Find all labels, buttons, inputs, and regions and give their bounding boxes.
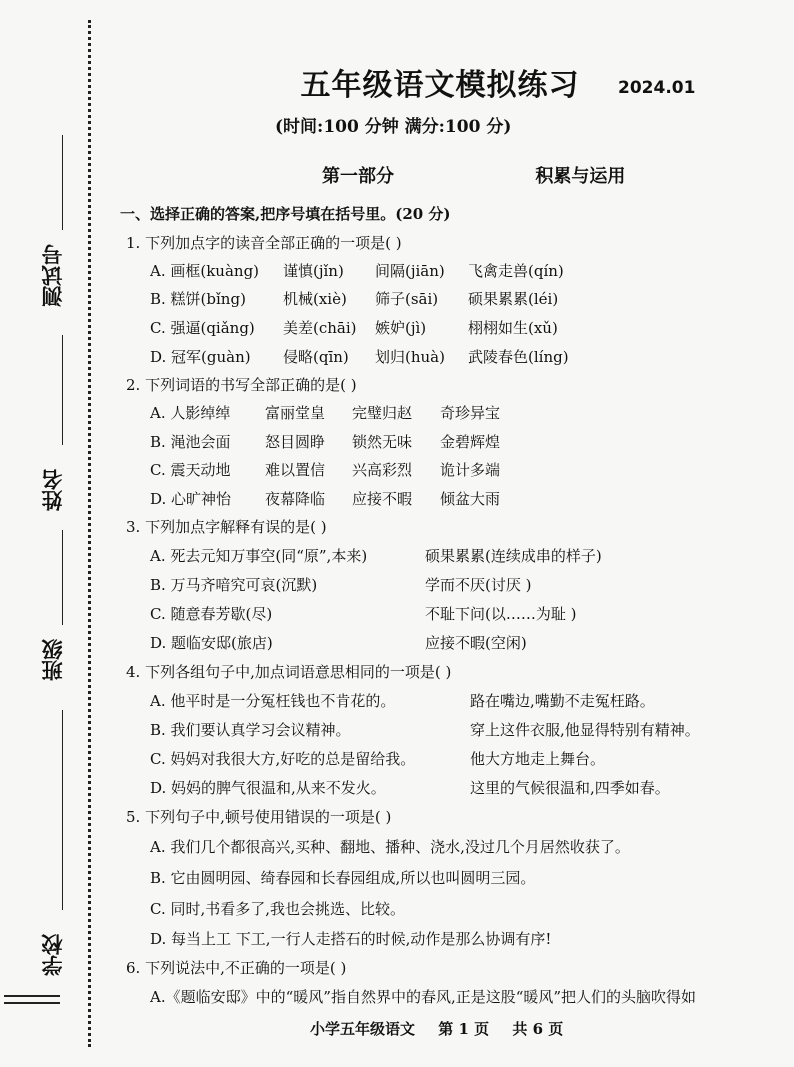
q2-option-b-3: 锁然无味: [352, 433, 413, 451]
q1-option-c-1: C. 强逼(qiǎng): [150, 319, 255, 337]
q3-option-b-2: 学而不厌(讨厌 ): [425, 576, 532, 594]
q2-option-a-1: A. 人影绰绰: [150, 404, 231, 422]
q1-option-c-4: 栩栩如生(xǔ): [468, 319, 558, 337]
q2-option-c-4: 诡计多端: [440, 461, 501, 479]
q1-option-a-3: 间隔(jiān): [375, 262, 445, 280]
q1-option-d-3: 划归(huà): [375, 348, 445, 366]
part-heading: 一、选择正确的答案,把序号填在括号里。(20 分): [120, 205, 451, 223]
q2-option-c-3: 兴高彩烈: [352, 461, 413, 479]
q5-option-b: B. 它由圆明园、绮春园和长春园组成,所以也叫圆明三园。: [150, 869, 536, 887]
q1-option-d-4: 武陵春色(líng): [468, 348, 569, 366]
margin-blank-test-number: [62, 135, 63, 230]
page-title: 五年级语文模拟练习: [300, 68, 580, 103]
question-2-stem: 2. 下列词语的书写全部正确的是( ): [126, 376, 357, 394]
q5-option-d: D. 每当上工 下工,一行人走搭石的时候,动作是那么协调有序!: [150, 930, 552, 948]
q1-option-a-4: 飞禽走兽(qín): [468, 262, 564, 280]
margin-label-test-number: 测试号: [40, 244, 65, 308]
margin-blank-name: [62, 335, 63, 445]
q5-option-c: C. 同时,书看多了,我也会挑选、比较。: [150, 900, 406, 918]
q2-option-a-4: 奇珍异宝: [440, 404, 501, 422]
q1-option-c-2: 美差(chāi): [283, 319, 357, 337]
question-1-stem: 1. 下列加点字的读音全部正确的一项是( ): [126, 234, 402, 252]
q4-option-d-1: D. 妈妈的脾气很温和,从来不发火。: [150, 779, 386, 797]
q1-option-d-1: D. 冠军(guàn): [150, 348, 251, 366]
q3-option-a-1: A. 死去元知万事空(同“原”,本来): [150, 547, 368, 565]
q4-option-d-2: 这里的气候很温和,四季如春。: [470, 779, 670, 797]
page-footer: [310, 1018, 581, 1039]
margin-label-school: 学校: [40, 934, 65, 976]
q1-option-a-2: 谨慎(jǐn): [283, 262, 344, 280]
margin-blank-school: [62, 710, 63, 910]
q5-option-a: A. 我们几个都很高兴,买种、翻地、播种、浇水,没过几个月居然收获了。: [150, 838, 630, 856]
q2-option-d-1: D. 心旷神怡: [150, 490, 232, 508]
q4-option-a-1: A. 他平时是一分冤枉钱也不肯花的。: [150, 692, 396, 710]
margin-label-name: 姓名: [40, 469, 65, 511]
margin-rule: [4, 995, 60, 997]
q3-option-d-2: 应接不暇(空闲): [425, 634, 527, 652]
margin-label-class: 班级: [40, 639, 65, 681]
q4-option-c-1: C. 妈妈对我很大方,好吃的总是留给我。: [150, 750, 416, 768]
exam-info: (时间:100 分钟 满分:100 分): [275, 117, 512, 137]
footer-page: 第 1 页: [438, 1020, 490, 1038]
question-5-stem: 5. 下列句子中,顿号使用错误的一项是( ): [126, 808, 392, 826]
q1-option-b-3: 筛子(sāi): [375, 290, 439, 308]
question-4-stem: 4. 下列各组句子中,加点词语意思相同的一项是( ): [126, 663, 452, 681]
q1-option-d-2: 侵略(qīn): [283, 348, 349, 366]
q2-option-b-1: B. 渑池会面: [150, 433, 231, 451]
q2-option-c-1: C. 震天动地: [150, 461, 231, 479]
question-6-stem: 6. 下列说法中,不正确的一项是( ): [126, 959, 347, 977]
q4-option-b-1: B. 我们要认真学习会议精神。: [150, 721, 351, 739]
q1-option-b-1: B. 糕饼(bǐng): [150, 290, 246, 308]
q3-option-c-1: C. 随意春芳歇(尽): [150, 605, 273, 623]
q4-option-a-2: 路在嘴边,嘴勤不走冤枉路。: [470, 692, 655, 710]
q3-option-c-2: 不耻下问(以……为耻 ): [425, 605, 577, 623]
q2-option-a-3: 完璧归赵: [352, 404, 413, 422]
margin-rule-2: [4, 1002, 60, 1004]
q2-option-d-3: 应接不暇: [352, 490, 413, 508]
q2-option-b-4: 金碧辉煌: [440, 433, 501, 451]
q1-option-c-3: 嫉妒(jì): [375, 319, 427, 337]
q2-option-a-2: 富丽堂皇: [265, 404, 326, 422]
q3-option-b-1: B. 万马齐喑究可哀(沉默): [150, 576, 318, 594]
q3-option-d-1: D. 题临安邸(旅店): [150, 634, 273, 652]
q4-option-b-2: 穿上这件衣服,他显得特别有精神。: [470, 721, 700, 739]
q1-option-b-4: 硕果累累(léi): [468, 290, 559, 308]
exam-date: 2024.01: [618, 78, 696, 98]
margin-blank-class: [62, 530, 63, 625]
footer-total: 共 6 页: [512, 1020, 564, 1038]
q2-option-d-2: 夜幕降临: [265, 490, 326, 508]
q2-option-b-2: 怒目圆睁: [265, 433, 326, 451]
section-title: 第一部分 积累与运用: [322, 166, 626, 187]
q4-option-c-2: 他大方地走上舞台。: [470, 750, 606, 768]
q2-option-c-2: 难以置信: [265, 461, 326, 479]
q1-option-b-2: 机械(xiè): [283, 290, 347, 308]
footer-subject: 小学五年级语文: [310, 1020, 416, 1038]
q2-option-d-4: 倾盆大雨: [440, 490, 501, 508]
q3-option-a-2: 硕果累累(连续成串的样子): [425, 547, 602, 565]
q6-option-a: A.《题临安邸》中的“暖风”指自然界中的春风,正是这股“暖风”把人们的头脑吹得如: [150, 988, 697, 1006]
binding-dotted-line: [88, 20, 91, 1047]
q1-option-a-1: A. 画框(kuàng): [150, 262, 260, 280]
question-3-stem: 3. 下列加点字解释有误的是( ): [126, 518, 327, 536]
